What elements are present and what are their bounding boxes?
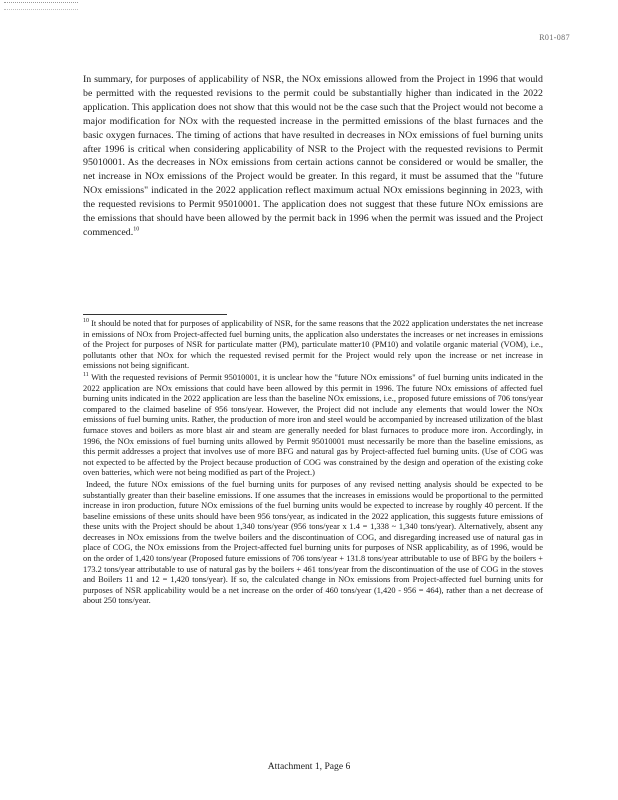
scan-artifact (4, 2, 78, 10)
body-paragraph (83, 73, 543, 240)
footnote-ref-10: 10 (133, 226, 140, 233)
footnote-text: It should be noted that for purposes of applicability of NSR, for the same reasons that the 2022 application understates the net increase in emissions of NOx from Project-affected fuel burning units, the application also understates the increases or net increases in emissions of the Project for purposes of NSR for particulate matter (PM), particulate matter10 (PM10) and volatile organic material (VOM), i.e., pollutants other that NOx for which the requested revised permit for the Project would rely upon the increase or net increase in emissions not being significant. (83, 319, 544, 371)
footnote-text: With the requested revisions of Permit 95010001, it is unclear how the "future NOx emissions" of fuel burning units indicated in the 2022 application are NOx emissions that could have been allowed by this permit in 1996. The future NOx emissions of affected fuel burning units indicated in the 2022 application are less than the baseline NOx emissions, i.e., proposed future emissions of 706 tons/year compared to the claimed baseline of 956 tons/year. However, the Project did not include any elements that would lower the NOx emissions of fuel burning units. Rather, the production of more iron and steel would be accompanied by increased utilization of the blast furnace stoves and boilers as more blast air and steam are generally needed for blast furnaces to produce more iron. Accordingly, in 1996, the NOx emissions of fuel burning units allowed by Permit 95010001 must necessarily be more than the baseline emissions, as this permit addresses a project that involves use of more BFG and natural gas by Project-affected fuel burning units. (Use of COG was not expected to be affected by the Project because production of COG was constrained by the design and operation of the existing coke oven batteries, which were not being modified as part of the Project.) (83, 372, 543, 478)
footnote-10 (83, 319, 543, 372)
footnote-number: 10 (83, 318, 89, 325)
footnote-number: 11 (83, 372, 89, 379)
footnotes (83, 319, 543, 607)
paragraph-text: In summary, for purposes of applicability of NSR, the NOx emissions allowed from the Project in 1996 that would be permitted with the requested revisions to the permit could be substantially higher than indicated in the 2022 application. This application does not show that this would not be the case such that the Project would not become a major modification for NOx with the requested increase in the permitted emissions of the blast furnaces and the basic oxygen furnaces. The timing of actions that have resulted in decreases in NOx emissions of fuel burning units after 1996 is critical when considering applicability of NSR to the Project with the requested revisions to Permit 95010001. As the decreases in NOx emissions from certain actions cannot be considered or would be smaller, the net increase in NOx emissions of the Project would be greater. In this regard, it must be assumed that the "future NOx emissions" indicated in the 2022 application reflect maximum actual NOx emissions beginning in 2023, with the requested revisions to Permit 95010001. The application does not suggest that these future NOx emissions are the emissions that should have been allowed by the permit back in 1996 when the permit was issued and the Project commenced. (83, 74, 543, 238)
page-id: R01-087 (539, 33, 570, 42)
footnote-11 (83, 373, 543, 479)
footnote-11-continued: Indeed, the future NOx emissions of the fuel burning units for purposes of any revised netting analysis should be expected to be substantially greater than their baseline emissions. If one assumes that the increases in emissions would be proportional to the permitted increase in iron production, future NOx emissions of the fuel burning units would be expected to increase by roughly 40 percent. If the baseline emissions of these units should have been 956 tons/year, as indicated in the 2022 application, this suggests future emissions of these units with the Project should be about 1,340 tons/year (956 tons/year x 1.4 = 1,338 ~ 1,340 tons/year). Alternatively, absent any decreases in NOx emissions from the twelve boilers and the discontinuation of COG, and disregarding increased use of natural gas in place of COG, the NOx emissions from the Project-affected fuel burning units for purposes of NSR applicability, as of 1996, would be on the order of 1,420 tons/year (Proposed future emissions of 706 tons/year + 131.8 tons/year attributable to use of BFG by the boilers + 173.2 tons/year attributable to use of natural gas by the boilers + 461 tons/year from the discontinuation of the use of COG in the stoves and Boilers 11 and 12 = 1,420 tons/year). If so, the calculated change in NOx emissions from Project-affected fuel burning units for purposes of NSR applicability would be a net increase on the order of 460 tons/year (1,420 - 956 = 464), rather than a net decrease of about 250 tons/year. (83, 479, 543, 606)
footnote-separator (83, 314, 227, 315)
page-footer: Attachment 1, Page 6 (267, 761, 351, 772)
